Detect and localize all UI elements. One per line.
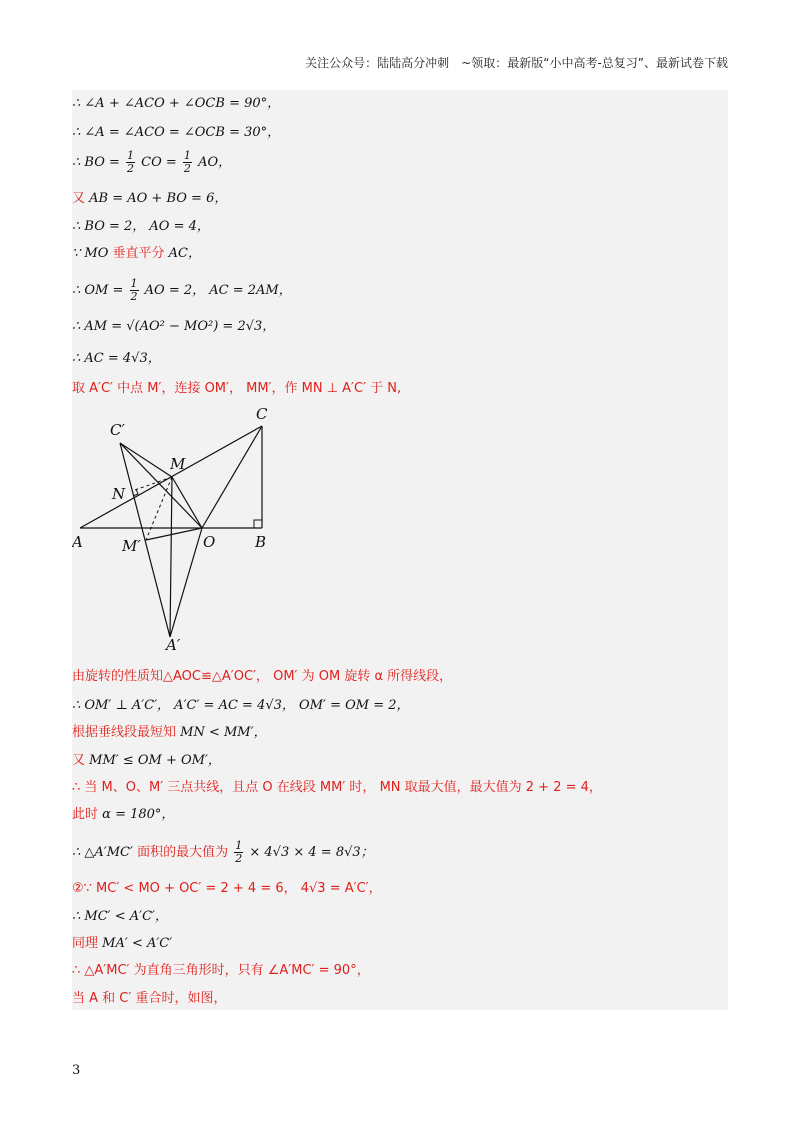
red-text: 同理 xyxy=(72,936,99,951)
label-M-prime: M′ xyxy=(122,537,141,555)
solution-line xyxy=(72,150,231,175)
math-text: α = 180°， xyxy=(102,807,175,822)
solution-line: ∴ OM′ ⊥ A′C′， A′C′ = AC = 4√3， OM′ = OM = 2， xyxy=(72,698,410,713)
red-text: 又 xyxy=(72,753,86,768)
red-text: 面积的最大值为 xyxy=(137,845,229,860)
solution-line: ∴ AC = 4√3， xyxy=(72,351,161,366)
solution-line xyxy=(72,806,174,824)
label-O: O xyxy=(203,533,216,551)
label-B: B xyxy=(255,533,267,551)
solution-line xyxy=(72,245,201,263)
label-A: A xyxy=(72,533,83,551)
page-header: 关注公众号：陆陆高分冲刺 ~领取：最新版“小中高考-总复习”、最新试卷下载 xyxy=(305,56,728,70)
solution-line: 当 A 和 C′ 重合时，如图， xyxy=(72,991,227,1006)
page-number: 3 xyxy=(72,1063,81,1078)
solution-line: ②∵ MC′ < MO + OC′ = 2 + 4 = 6， 4√3 = A′C′， xyxy=(72,881,382,896)
math-text: ∴ BO = xyxy=(72,155,125,170)
solution-line xyxy=(72,752,221,770)
solution-line: ∴ 当 M、O、M′ 三点共线，且点 O 在线段 MM′ 时， MN 取最大值，最大值为 2 + 2 = 4， xyxy=(72,780,602,795)
geometry-figure xyxy=(72,405,282,650)
math-text: MN < MM′， xyxy=(180,725,267,740)
solution-line: ∴ MC′ < A′C′， xyxy=(72,909,169,924)
math-text: AC， xyxy=(168,246,202,261)
solution-line xyxy=(72,840,374,865)
solution-line xyxy=(72,935,172,953)
red-text: 垂直平分 xyxy=(112,246,165,261)
solution-line xyxy=(72,278,292,303)
red-text: 根据垂线段最短知 xyxy=(72,725,177,740)
math-text: AO， xyxy=(198,155,232,170)
math-text: CO = xyxy=(141,155,181,170)
segment-MO xyxy=(172,477,202,528)
math-text: AB = AO + BO = 6， xyxy=(89,191,228,206)
solution-line: 取 A′C′ 中点 M′，连接 OM′， MM′，作 MN ⊥ A′C′ 于 N, xyxy=(72,381,402,396)
segment-MA-prime xyxy=(170,477,172,637)
label-A-prime: A′ xyxy=(166,636,181,650)
solution-line: ∴ ∠A = ∠ACO = ∠OCB = 30°， xyxy=(72,125,281,140)
segment-OC xyxy=(202,426,262,528)
math-text: MM′ ≤ OM + OM′， xyxy=(89,753,221,768)
fraction: $\frac{1}{2}$ xyxy=(183,149,191,175)
fraction: $\frac{1}{2}$ xyxy=(235,839,243,865)
math-text: ∵ MO xyxy=(72,246,109,261)
label-C: C xyxy=(256,405,268,423)
label-M: M xyxy=(170,455,186,473)
math-text: MA′ < A′C′ xyxy=(102,936,173,951)
solution-line: ∴ BO = 2， AO = 4， xyxy=(72,219,210,234)
solution-line: ∴ AM = √(AO² − MO²) = 2√3， xyxy=(72,319,276,334)
math-text: ∴ OM = xyxy=(72,283,128,298)
solution-line: 由旋转的性质知△AOC≌△A′OC′， OM′ 为 OM 旋转 α 所得线段， xyxy=(72,669,453,684)
solution-line: ∴ ∠A + ∠ACO + ∠OCB = 90°， xyxy=(72,96,281,111)
right-angle-mark-B xyxy=(254,520,262,528)
math-text: × 4√3 × 4 = 8√3； xyxy=(249,845,374,860)
label-N: N xyxy=(112,485,126,503)
dashed-MM-prime xyxy=(146,477,172,540)
math-text: AO = 2， AC = 2AM， xyxy=(144,283,292,298)
solution-line xyxy=(72,724,267,742)
segment-A-prime-O xyxy=(170,528,202,637)
red-text: 此时 xyxy=(72,807,99,822)
fraction: $\frac{1}{2}$ xyxy=(127,149,135,175)
solution-line xyxy=(72,190,227,208)
label-C-prime: C′ xyxy=(110,421,125,439)
segment-M-prime-O xyxy=(146,528,202,540)
red-text: 又 xyxy=(72,191,86,206)
fraction: $\frac{1}{2}$ xyxy=(130,277,138,303)
segment-C-prime-O xyxy=(120,443,202,528)
solution-line: ∴ △A′MC′ 为直角三角形时，只有 ∠A′MC′ = 90°， xyxy=(72,963,370,978)
math-text: ∴ △A′MC′ xyxy=(72,845,138,860)
dashed-MN xyxy=(132,477,172,491)
